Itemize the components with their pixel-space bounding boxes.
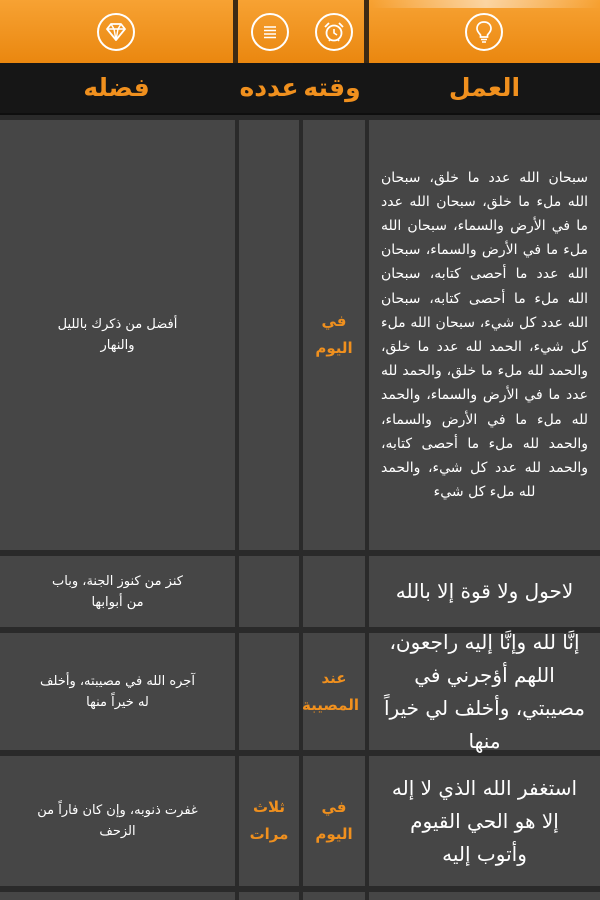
table-row (0, 556, 600, 627)
time-text: في اليوم (315, 798, 353, 843)
time-cell (303, 556, 365, 627)
diamond-icon[interactable] (97, 13, 135, 51)
merit-cell (0, 120, 235, 550)
column-header-count: عدده (239, 73, 299, 102)
count-cell (239, 556, 299, 627)
merit-text: كنز من كنوز الجنة، وباب من أبوابها (52, 573, 183, 610)
column-header-time: وقته (303, 73, 361, 102)
action-cell (369, 120, 600, 550)
action-cell (369, 892, 600, 900)
merit-cell (0, 633, 235, 750)
count-cell (239, 633, 299, 750)
merit-cell (0, 556, 235, 627)
merit-text: أفضل من ذكرك بالليل والنهار (57, 317, 178, 353)
header-highlight (372, 0, 600, 8)
merit-cell (0, 756, 235, 886)
action-cell (369, 629, 600, 753)
action-cell (369, 556, 600, 627)
table-row (0, 120, 600, 550)
alarm-clock-icon[interactable] (315, 13, 353, 51)
time-text: في اليوم (315, 312, 353, 357)
action-text: استغفر الله الذي لا إله إلا هو الحي القيوم وأتوب إليه (391, 775, 578, 866)
action-text: سبحان الله عدد ما خلق، سبحان الله ملء ما خلق، سبحان الله عدد ما في الأرض والسماء، سبحان الله ملء ما في الأرض والسماء، سبحان الله عدد ما أحصى كتابه، سبحان الله ملء ما أحصى كتابه، سبحان الله عدد كل شيء، سبحان الله ملء كل شيء، الحمد لله عدد ما خلق، والحمد لله ملء ما خلق، والحمد لله عدد ما في الأرض والسماء، والحمد لله ملء ما في الأرض والسماء، والحمد لله ملء ما أحصى كتابه، والحمد لله عدد كل شيء، والحمد لله ملء كل شيء (381, 169, 588, 501)
merit-text: غفرت ذنوبه، وإن كان فاراً من الزحف (37, 803, 198, 839)
lightbulb-icon[interactable] (465, 13, 503, 51)
count-text: ثلاث مرات (249, 798, 289, 843)
time-cell (303, 120, 365, 550)
time-cell (303, 892, 365, 900)
time-cell (303, 756, 365, 886)
count-cell (239, 120, 299, 550)
action-cell (369, 756, 600, 886)
list-icon[interactable] (251, 13, 289, 51)
table-row (0, 756, 600, 886)
merit-text: آجره الله في مصيبته، وأخلف له خيراً منها (40, 673, 195, 710)
table-row (0, 629, 600, 753)
action-text: إنَّا لله وإنَّا إليه راجعون، اللهم أؤجرني في مصيبتي، وأخلف لي خيراً منها (383, 629, 585, 753)
action-text: لاحول ولا قوة إلا بالله (395, 579, 574, 603)
table-row (0, 892, 600, 900)
time-cell (303, 633, 365, 750)
header-bar (0, 0, 600, 63)
count-cell (239, 892, 299, 900)
time-text: عند المصيبة (302, 668, 359, 714)
column-header-action: العمل (448, 73, 521, 102)
column-header-merit: فضله (83, 73, 150, 102)
column-headers (0, 63, 600, 115)
merit-cell (0, 892, 235, 900)
count-cell (239, 756, 299, 886)
